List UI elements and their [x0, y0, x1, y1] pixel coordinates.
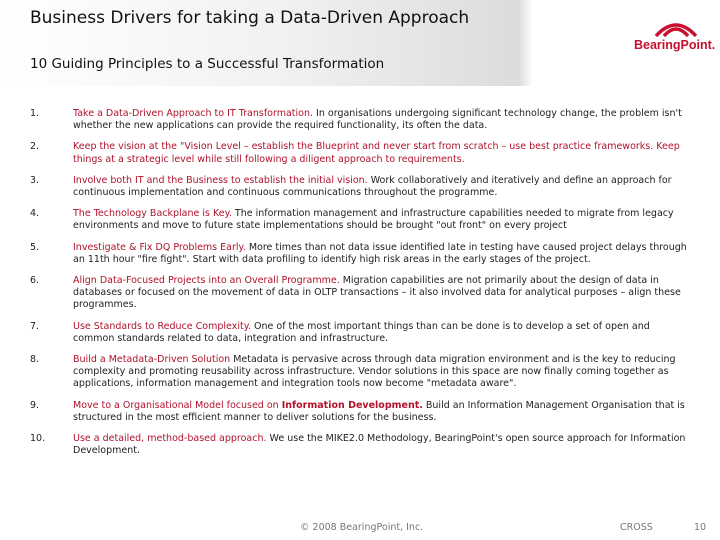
page-title: Business Drivers for taking a Data-Driven Approach [30, 8, 470, 28]
item-number: 6. [30, 275, 40, 287]
item-text [73, 275, 690, 312]
item-text [73, 108, 690, 132]
list-item [30, 354, 690, 391]
item-text [73, 141, 690, 165]
item-body: Build an Information Management Organisation that is structured in the most efficient manner to deliver solutions for the business. [73, 399, 685, 423]
item-number: 5. [30, 241, 40, 253]
item-lead: The Technology Backplane is Key. [73, 208, 232, 220]
item-body: One of the most important things than can be done is to develop a set of open and common standards related to data, integration and infrastructure. [73, 320, 650, 344]
item-number: 1. [30, 108, 40, 119]
item-body: Migration capabilities are not primarily about the design of data in databases or focused on the movement of data in OLTP transactions – it also involved data for analytical purposes – align these programmes. [73, 275, 681, 311]
item-lead: Investigate & Fix DQ Problems Early. [73, 241, 246, 253]
item-text [73, 400, 690, 424]
bearingpoint-logo [634, 16, 718, 60]
footer-label: CROSS [620, 522, 653, 533]
list-item [30, 433, 690, 457]
item-text [73, 433, 690, 457]
list-item [30, 400, 690, 424]
item-body: Work collaboratively and iteratively and define an approach for continuous implementation and continuous communications throughout the programme. [73, 174, 672, 199]
logo-wordmark: BearingPoint. [634, 38, 716, 52]
list-item [30, 108, 690, 132]
item-body: The information management and infrastructure capabilities needed to migrate from legacy environments and move to future state implementations should be brought "out front" on every project [73, 208, 674, 232]
list-item [30, 141, 690, 165]
item-body: More times than not data issue identified late in testing have caused project delays through an 11th hour "fire fight". Start with data profiling to identify high risk areas in the early stages of the project. [73, 241, 687, 265]
item-body: In organisations undergoing significant technology change, the problem isn't whether the new applications can provide the required functionality, its often the data. [73, 108, 682, 132]
item-lead: Move to a Organisational Model focused on [73, 399, 282, 411]
item-number: 4. [30, 208, 40, 220]
item-lead: Take a Data-Driven Approach to IT Transformation. [73, 108, 314, 119]
item-lead: Use Standards to Reduce Complexity. [73, 320, 251, 332]
list-item [30, 242, 690, 266]
item-body: Metadata is pervasive across through data migration environment and is the key to reducing complexity and promoting reusability across infrastructure. Vendor solutions in this space are now finally coming together as applications, information management and integration tools now become "metadata aware". [73, 354, 676, 390]
item-lead: Build a Metadata-Driven Solution [73, 354, 231, 366]
item-body: We use the MIKE2.0 Methodology, BearingPoint's open source approach for Information Development. [73, 433, 686, 457]
item-lead: Use a detailed, method-based approach. [73, 433, 267, 445]
list-item [30, 275, 690, 312]
page-number: 10 [694, 522, 707, 533]
item-strong: Information Development. [281, 399, 423, 411]
item-lead: Involve both IT and the Business to establish the initial vision. [73, 174, 368, 186]
item-number: 10. [30, 433, 46, 445]
item-text [73, 321, 690, 345]
logo-arcs-icon [652, 16, 700, 38]
item-number: 2. [30, 141, 40, 153]
item-lead: Keep the vision at the "Vision Level – establish the Blueprint and never start from scratch – use best practice frameworks. Keep things at a strategic level while still following a diligent approach to requirements. [73, 141, 680, 165]
item-number: 9. [30, 399, 40, 411]
item-number: 7. [30, 320, 40, 332]
item-lead: Align Data-Focused Projects into an Overall Programme. [73, 275, 340, 287]
list-item [30, 321, 690, 345]
item-number: 8. [30, 354, 40, 366]
page-subtitle: 10 Guiding Principles to a Successful Transformation [30, 56, 385, 72]
principles-list [30, 108, 690, 466]
footer-copyright: © 2008 BearingPoint, Inc. [300, 522, 424, 533]
item-text [73, 175, 690, 199]
item-number: 3. [30, 174, 40, 186]
item-text [73, 242, 690, 266]
item-text [73, 208, 690, 232]
list-item [30, 175, 690, 199]
item-text [73, 354, 690, 391]
list-item [30, 208, 690, 232]
